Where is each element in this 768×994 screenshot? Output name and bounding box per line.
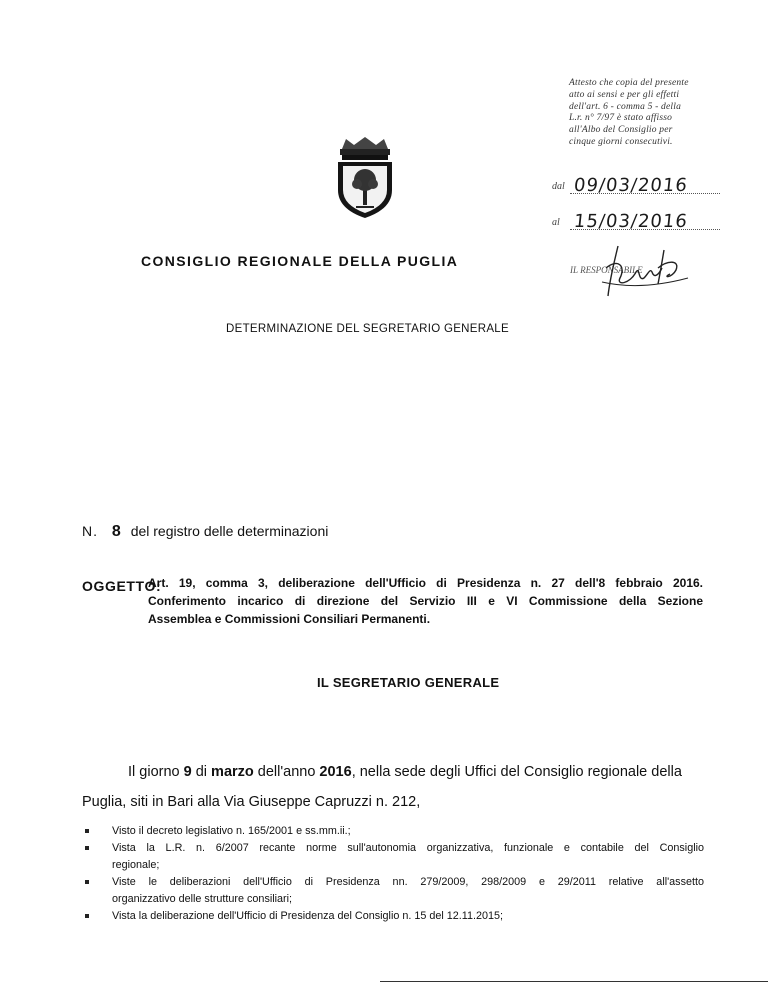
regional-emblem [330, 135, 400, 220]
stamp-line: all'Albo del Consiglio per [569, 125, 673, 136]
responsabile-label: IL RESPONSABILE [570, 265, 643, 275]
intro-text: dell'anno [253, 764, 320, 780]
subject-label: OGGETTO: [82, 578, 162, 594]
intro-text: di [191, 764, 212, 780]
subject-line: Conferimento incarico di direzione del Servizio III e VI Commissione della Sezione [148, 594, 703, 608]
list-item-text: organizzativo delle strutture consiliari; [112, 893, 293, 905]
intro-day: 9 [183, 764, 192, 780]
attestation-stamp [569, 78, 739, 149]
subject-line: Assemblea e Commissioni Consiliari Permanenti. [148, 612, 431, 626]
date-from-value: 09/03/2016 [572, 175, 689, 196]
stamp-line: dell'art. 6 - comma 5 - della [569, 101, 682, 112]
list-item-text: regionale; [112, 859, 160, 871]
list-item-text: Viste le deliberazioni dell'Ufficio di Presidenza nn. 279/2009, 298/2009 e 29/2011 relative all'assetto [112, 876, 704, 888]
premises-list [82, 823, 704, 925]
intro-text: , nella sede degli Uffici del Consiglio regionale della [351, 764, 682, 780]
list-item-text: Vista la L.R. n. 6/2007 recante norme sull'autonomia organizzativa, funzionale e contabile del Consiglio [112, 842, 704, 854]
list-item-text: Vista la deliberazione dell'Ufficio di Presidenza del Consiglio n. 15 del 12.11.2015; [112, 910, 504, 922]
list-item [82, 840, 704, 874]
list-item [82, 908, 704, 925]
stamp-line: L.r. n° 7/97 è stato affisso [569, 113, 673, 124]
intro-year: 2016 [319, 764, 352, 780]
determination-type: DETERMINAZIONE DEL SEGRETARIO GENERALE [226, 323, 509, 335]
handwritten-signature [588, 238, 698, 298]
date-to-label: al [552, 217, 560, 228]
subject-text [148, 574, 703, 628]
subject-line: Art. 19, comma 3, deliberazione dell'Ufficio di Presidenza n. 27 dell'8 febbraio 2016. [148, 576, 703, 590]
intro-line: Puglia, siti in Bari alla Via Giuseppe Capruzzi n. 212, [82, 794, 421, 810]
date-to-value: 15/03/2016 [572, 211, 689, 232]
council-name: CONSIGLIO REGIONALE DELLA PUGLIA [141, 253, 459, 269]
register-text: del registro delle determinazioni [130, 523, 329, 539]
signer-heading: IL SEGRETARIO GENERALE [317, 675, 500, 690]
register-number: 8 [111, 523, 121, 540]
footer-divider [380, 981, 768, 982]
register-label: N. [82, 523, 98, 539]
intro-month: marzo [211, 764, 254, 780]
list-item [82, 823, 704, 840]
intro-line [82, 757, 710, 787]
list-item [82, 874, 704, 908]
stamp-line: cinque giorni consecutivi. [569, 136, 673, 147]
stamp-line: atto ai sensi e per gli effetti [569, 89, 680, 100]
intro-paragraph [82, 757, 710, 817]
list-item-text: Visto il decreto legislativo n. 165/2001 e ss.mm.ii.; [112, 825, 351, 837]
intro-text: Il giorno [128, 764, 184, 780]
stamp-line: Attesto che copia del presente [569, 78, 689, 88]
date-from-label: dal [552, 181, 565, 192]
register-number-line [82, 523, 328, 541]
